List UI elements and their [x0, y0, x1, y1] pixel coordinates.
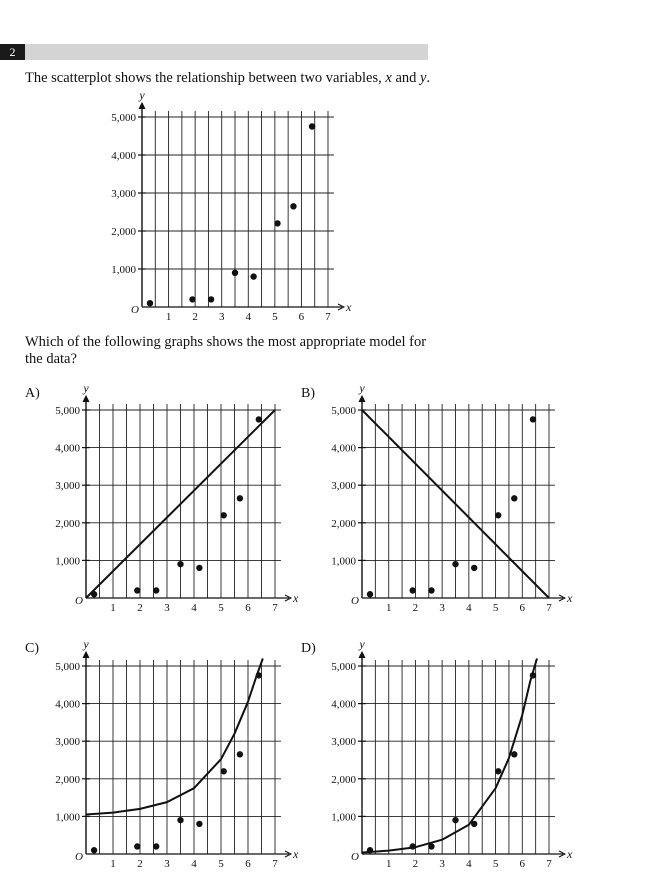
x-tick-label: 7: [546, 858, 552, 870]
x-tick-label: 2: [412, 602, 419, 614]
x-tick-label: 6: [245, 858, 251, 870]
y-tick-label: 5,000: [55, 661, 80, 673]
data-point: [237, 751, 243, 757]
data-point: [221, 512, 227, 518]
y-axis-arrow-icon: [359, 396, 365, 402]
data-point: [410, 587, 416, 593]
y-tick-label: 1,000: [111, 264, 136, 276]
origin-label: O: [351, 851, 359, 863]
x-tick-label: 1: [385, 602, 392, 614]
x-axis-label: x: [293, 847, 299, 861]
x-tick-label: 2: [137, 858, 143, 870]
x-tick-label: 3: [439, 858, 445, 870]
x-tick-label: 7: [546, 602, 552, 614]
data-point: [256, 416, 262, 422]
y-tick-label: 4,000: [331, 442, 356, 455]
y-tick-label: 4,000: [55, 698, 80, 711]
data-point: [274, 220, 280, 226]
x-tick-label: 1: [165, 311, 172, 323]
y-axis-arrow-icon: [83, 652, 89, 658]
x-axis-label: x: [567, 591, 573, 605]
data-point: [511, 495, 517, 501]
x-tick-label: 2: [137, 602, 143, 614]
x-tick-label: 1: [385, 858, 392, 870]
data-point: [428, 587, 434, 593]
x-tick-label: 5: [272, 311, 278, 323]
x-tick-label: 6: [298, 311, 305, 323]
data-point: [196, 821, 202, 827]
data-point: [153, 843, 159, 849]
data-point: [221, 768, 227, 774]
x-tick-label: 7: [272, 602, 278, 614]
x-tick-label: 2: [192, 311, 198, 323]
data-point: [256, 672, 262, 678]
y-tick-label: 3,000: [331, 736, 356, 749]
y-axis-label: y: [83, 637, 89, 651]
data-point: [153, 587, 159, 593]
y-tick-label: 1,000: [331, 811, 356, 824]
scatterplot-main: [90, 88, 360, 327]
y-axis-label: y: [139, 88, 145, 102]
data-point: [471, 821, 477, 827]
data-point: [511, 751, 517, 757]
y-tick-label: 3,000: [55, 480, 80, 493]
data-point: [290, 203, 296, 209]
choice-d-label[interactable]: D): [301, 641, 316, 656]
x-axis-label: x: [346, 300, 352, 314]
y-tick-label: 5,000: [111, 112, 136, 124]
x-tick-label: 6: [519, 858, 526, 870]
x-tick-label: 5: [492, 858, 499, 870]
question-text: Which of the following graphs shows the most appropriate model for the data?: [25, 334, 427, 367]
x-tick-label: 6: [245, 602, 251, 614]
origin-label: O: [131, 304, 139, 316]
data-point: [177, 561, 183, 567]
x-axis-label: x: [567, 847, 573, 861]
data-point: [91, 847, 97, 853]
x-tick-label: 1: [110, 858, 116, 870]
data-point: [147, 300, 153, 306]
y-tick-label: 3,000: [55, 736, 80, 749]
y-tick-label: 3,000: [331, 480, 356, 493]
data-point: [208, 296, 214, 302]
y-tick-label: 1,000: [55, 811, 80, 824]
data-point: [530, 672, 536, 678]
question-number: 2: [0, 44, 25, 60]
choice-b-label[interactable]: B): [301, 386, 315, 401]
x-tick-label: 7: [272, 858, 278, 870]
y-axis-arrow-icon: [359, 652, 365, 658]
x-tick-label: 2: [412, 858, 419, 870]
y-axis-label: y: [359, 381, 365, 395]
choice-d-graph[interactable]: [314, 637, 574, 872]
x-tick-label: 4: [245, 311, 252, 323]
x-tick-label: 4: [191, 602, 197, 614]
x-tick-label: 5: [218, 858, 224, 870]
data-point: [530, 416, 536, 422]
y-tick-label: 4,000: [55, 442, 80, 455]
x-tick-label: 3: [164, 858, 170, 870]
y-tick-label: 3,000: [111, 188, 136, 200]
data-point: [367, 591, 373, 597]
data-point: [237, 495, 243, 501]
y-tick-label: 1,000: [331, 555, 356, 568]
x-tick-label: 3: [164, 602, 170, 614]
y-tick-label: 2,000: [111, 226, 136, 238]
question-prompt: [25, 70, 430, 87]
choice-c-label[interactable]: C): [25, 641, 39, 656]
x-tick-label: 7: [325, 311, 331, 323]
choice-c-graph[interactable]: [40, 637, 300, 872]
data-point: [309, 123, 315, 129]
x-tick-label: 4: [466, 602, 472, 614]
prompt-text-end: .: [426, 70, 431, 86]
data-point: [250, 273, 256, 279]
prompt-text-start: The scatterplot shows the relationship between two variables,: [25, 70, 386, 86]
data-point: [410, 843, 416, 849]
data-point: [452, 817, 458, 823]
choice-b-graph[interactable]: [314, 381, 574, 616]
y-tick-label: 2,000: [331, 517, 356, 530]
data-point: [134, 587, 140, 593]
y-axis-label: y: [359, 637, 365, 651]
data-point: [452, 561, 458, 567]
y-axis-label: y: [83, 381, 89, 395]
x-tick-label: 1: [110, 602, 116, 614]
y-axis-arrow-icon: [139, 103, 145, 109]
y-tick-label: 2,000: [55, 517, 80, 530]
y-tick-label: 5,000: [331, 661, 356, 673]
prompt-text-mid: and: [391, 70, 421, 86]
data-point: [495, 768, 501, 774]
data-point: [134, 843, 140, 849]
y-tick-label: 4,000: [331, 698, 356, 711]
x-tick-label: 3: [439, 602, 445, 614]
data-point: [367, 847, 373, 853]
model-c-line: [86, 659, 263, 815]
x-axis-label: x: [293, 591, 299, 605]
y-tick-label: 4,000: [111, 150, 136, 162]
y-tick-label: 5,000: [55, 405, 80, 417]
prompt-var-x: x: [385, 70, 392, 86]
question-header-bar: [0, 44, 428, 60]
data-point: [196, 565, 202, 571]
choice-a-graph[interactable]: [40, 381, 300, 616]
x-tick-label: 4: [466, 858, 472, 870]
data-point: [189, 296, 195, 302]
y-tick-label: 5,000: [331, 405, 356, 417]
x-tick-label: 3: [218, 311, 225, 323]
data-point: [428, 843, 434, 849]
x-tick-label: 6: [519, 602, 526, 614]
prompt-var-y: y: [420, 70, 427, 86]
origin-label: O: [75, 595, 83, 607]
model-d-line: [362, 659, 537, 853]
origin-label: O: [351, 595, 359, 607]
x-tick-label: 5: [492, 602, 499, 614]
y-tick-label: 2,000: [55, 773, 80, 786]
choice-a-label[interactable]: A): [25, 386, 40, 401]
data-point: [232, 270, 238, 276]
x-tick-label: 4: [191, 858, 197, 870]
data-point: [91, 591, 97, 597]
origin-label: O: [75, 851, 83, 863]
data-point: [471, 565, 477, 571]
y-tick-label: 2,000: [331, 773, 356, 786]
y-tick-label: 1,000: [55, 555, 80, 568]
data-point: [177, 817, 183, 823]
y-axis-arrow-icon: [83, 396, 89, 402]
data-point: [495, 512, 501, 518]
x-tick-label: 5: [218, 602, 224, 614]
